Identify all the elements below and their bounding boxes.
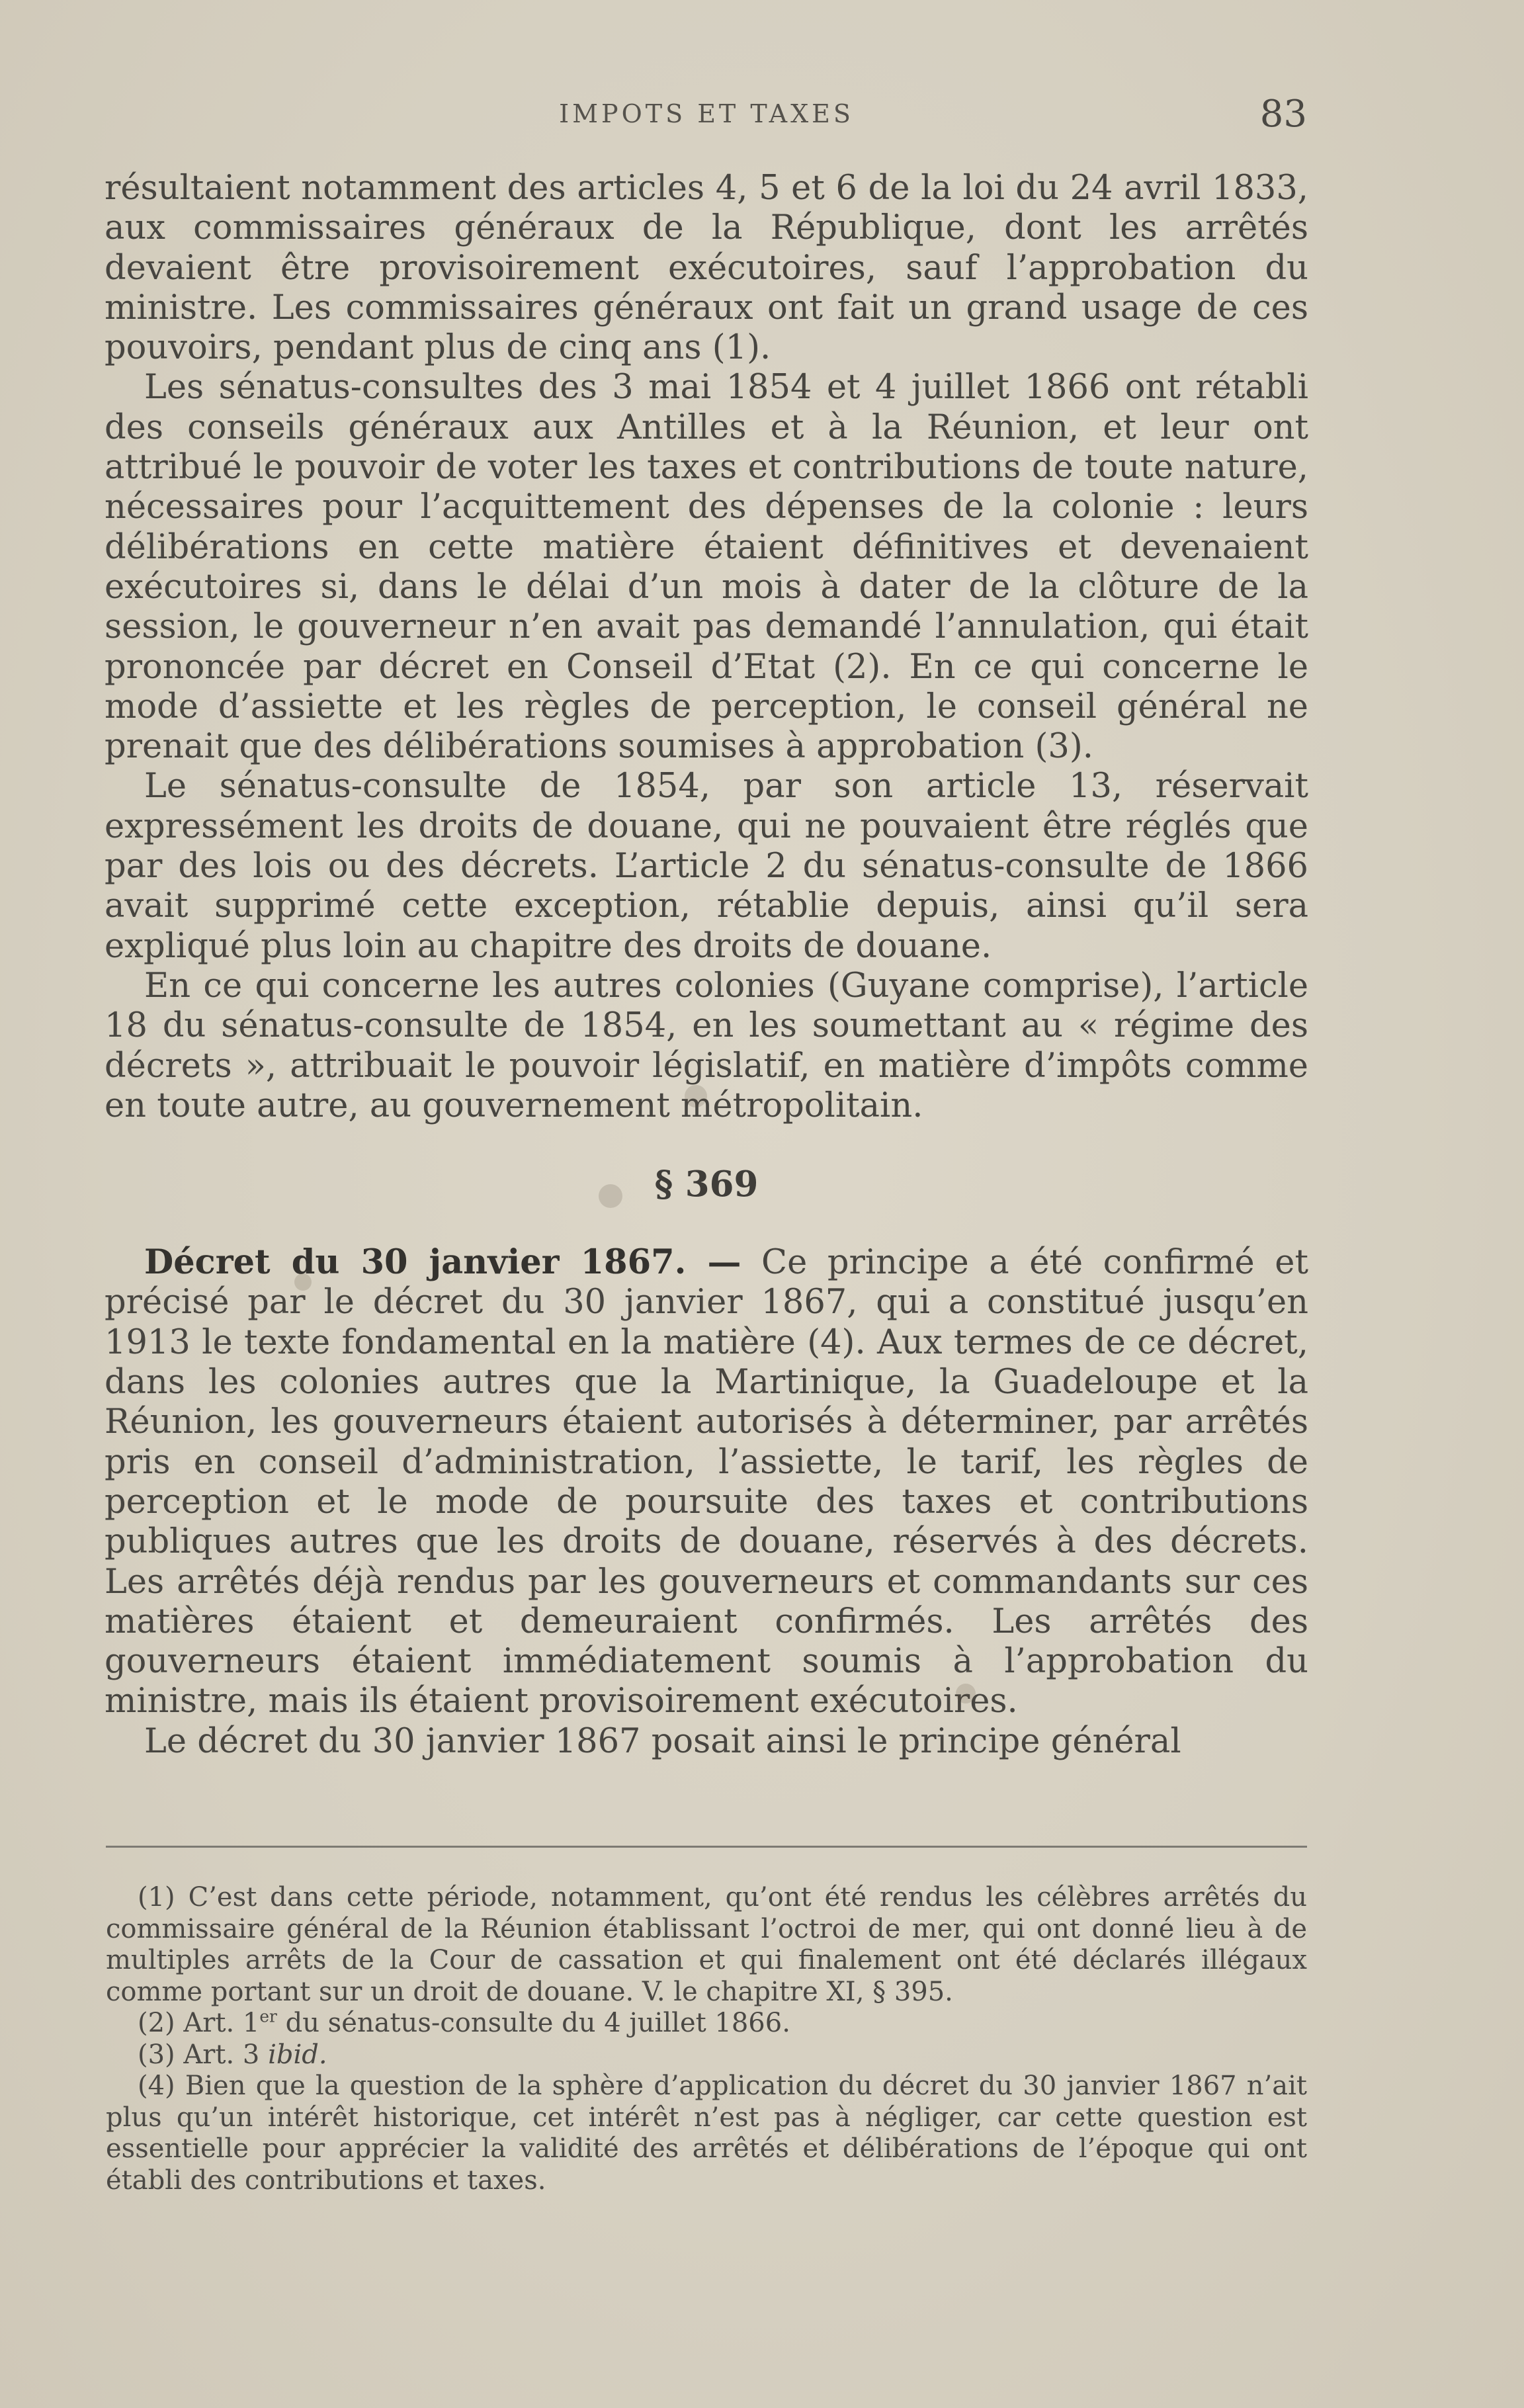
paper-stain (599, 1184, 622, 1208)
page-header (106, 93, 1307, 139)
paper-stain (685, 1085, 707, 1107)
footnote-divider (106, 1846, 1307, 1848)
paragraph-5-text: Ce principe a été confirmé et précisé par le décret du 30 janvier 1867, qui a constitué jusqu’en 1913 le texte fondamental en la matière (4). Aux termes de ce décret, dans les colonies autres que la Martinique, la Guadeloupe et la Réunion, les gouverneurs étaient autorisés à déterminer, par arrêtés pris en conseil d’administration, l’assiette, le tarif, les règles de perception et le mode de poursuite des taxes et contributions publiques autres que les droits de douane, réservés à des décrets. Les arrêtés déjà rendus par les gouverneurs et commandants sur ces matières étaient et demeuraient confirmés. Les arrêtés des gouverneurs étaient immédiatement soumis à l’approbation du ministre, mais ils étaient provisoirement exécutoires. (105, 1243, 1308, 1721)
paragraph-3: Le sénatus-consulte de 1854, par son article 13, réservait expressément les droits de douane, qui ne pouvaient être réglés que par des lois ou des décrets. L’article 2 du sénatus-consulte de 1866 avait supprimé cette exception, rétablie depuis, ainsi qu’il sera expliqué plus loin au chapitre des droits de douane. (105, 767, 1308, 966)
main-text (105, 169, 1308, 1762)
paragraph-5-lead: Décret du 30 janvier 1867. — (144, 1242, 741, 1283)
footnote-3 (106, 2040, 1307, 2071)
paragraph-4: En ce qui concerne les autres colonies (Guyane comprise), l’article 18 du sénatus-consulte de 1854, en les soumettant au « régime des décrets », attribuait le pouvoir législatif, en matière d’impôts comme en toute autre, au gouvernement métropolitain. (105, 966, 1308, 1125)
section-heading: § 369 (654, 1164, 759, 1205)
paragraph-2: Les sénatus-consultes des 3 mai 1854 et 4 juillet 1866 ont rétabli des conseils généraux aux Antilles et à la Réunion, et leur ont attribué le pouvoir de voter les taxes et contributions de toute nature, nécessaires pour l’acquittement des dépenses de la colonie : leurs délibérations en cette matière étaient définitives et devenaient exécutoires si, dans le délai d’un mois à dater de la clôture de la session, le gouverneur n’en avait pas demandé l’annulation, qui était prononcée par décret en Conseil d’Etat (2). En ce qui concerne le mode d’assiette et les règles de perception, le conseil général ne prenait que des délibérations soumises à approbation (3). (105, 368, 1308, 767)
footnote-2-start: (2) Art. 1 (138, 2008, 260, 2038)
footnote-4: (4) Bien que la question de la sphère d’application du décret du 30 janvier 1867 n’ait plus qu’un intérêt historique, cet intérêt n’est pas à négliger, car cette question est essentielle pour apprécier la validité des arrêtés et délibérations de l’époque qui ont établi des contributions et taxes. (106, 2071, 1307, 2196)
footnote-2 (106, 2008, 1307, 2040)
paragraph-5 (105, 1242, 1308, 1722)
running-title: IMPOTS ET TAXES (559, 99, 854, 128)
footnotes (106, 1882, 1307, 2196)
footnote-3-start: (3) Art. 3 (138, 2039, 269, 2070)
footnote-1: (1) C’est dans cette période, notamment, qu’ont été rendus les célèbres arrêtés du commissaire général de la Réunion établissant l’octroi de mer, qui ont donné lieu à de multiples arrêts de la Cour de cassation et qui finalement ont été déclarés illégaux comme portant sur un droit de douane. V. le chapitre XI, § 395. (106, 1882, 1307, 2007)
page-number: 83 (1259, 93, 1307, 136)
paper-stain (956, 1684, 976, 1703)
paragraph-1: résultaient notamment des articles 4, 5 et 6 de la loi du 24 avril 1833, aux commissaires généraux de la République, dont les arrêtés devaient être provisoirement exécutoires, sauf l’approbation du ministre. Les commissaires généraux ont fait un grand usage de ces pouvoirs, pendant plus de cinq ans (1). (105, 169, 1308, 368)
paper-stain (294, 1273, 312, 1291)
paragraph-6: Le décret du 30 janvier 1867 posait ainsi le principe général (144, 1721, 1181, 1761)
footnote-2-superscript: er (259, 2006, 277, 2026)
footnote-2-end: du sénatus-consulte du 4 juillet 1866. (276, 2008, 790, 2038)
footnote-3-ibid: ibid. (268, 2039, 327, 2070)
